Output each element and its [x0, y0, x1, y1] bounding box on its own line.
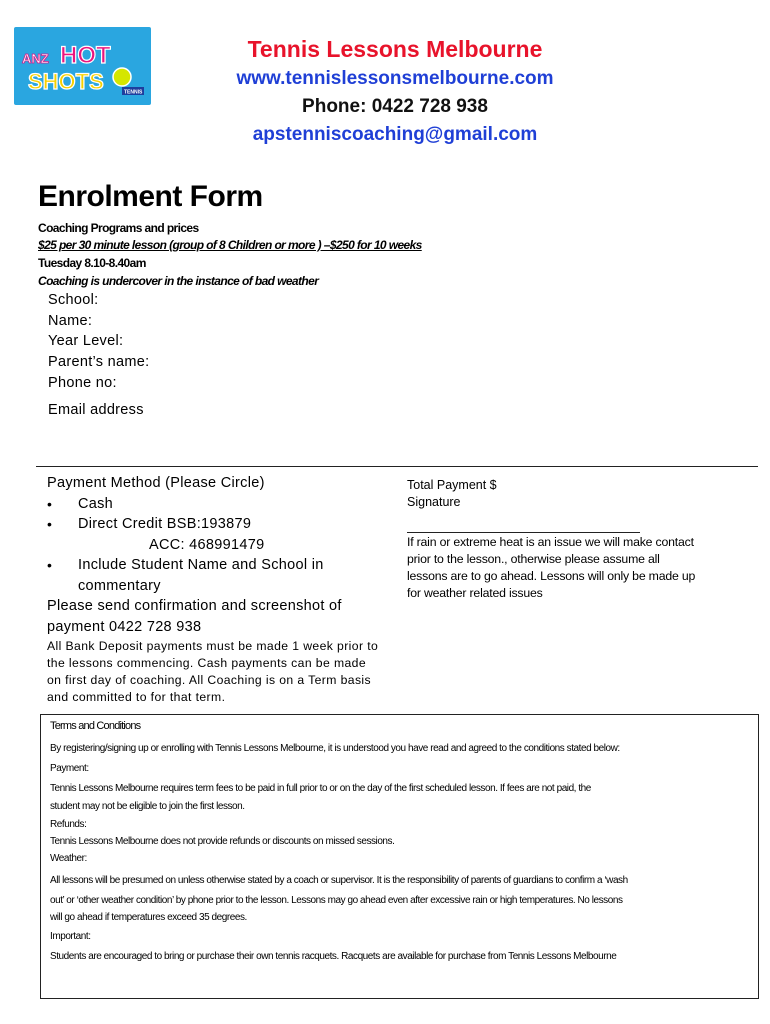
terms-refunds-heading: Refunds: — [50, 819, 87, 830]
include-note: Include Student Name and School in — [78, 557, 324, 573]
confirmation-note: Please send confirmation and screenshot of — [47, 598, 342, 614]
name-field-label[interactable]: Name: — [48, 313, 93, 329]
weather-note: prior to the lesson., otherwise please assume all — [407, 552, 660, 566]
terms-important-heading: Important: — [50, 931, 91, 942]
logo-badge-text: TENNIS — [124, 89, 143, 96]
school-field-label[interactable]: School: — [48, 292, 99, 308]
terms-payment-heading: Payment: — [50, 763, 89, 774]
website-link[interactable]: www.tennislessonsmelbourne.com — [236, 68, 554, 89]
weather-note: If rain or extreme heat is an issue we will make contact — [407, 535, 694, 549]
terms-refunds-text: Tennis Lessons Melbourne does not provide refunds or discounts on missed sessions. — [50, 836, 395, 847]
organisation-name: Tennis Lessons Melbourne — [247, 36, 543, 62]
phone-field-label[interactable]: Phone no: — [48, 375, 117, 391]
price-line: $25 per 30 minute lesson (group of 8 Children or more ) –$250 for 10 weeks — [38, 238, 422, 252]
include-note-cont: commentary — [78, 578, 161, 594]
payment-method-heading: Payment Method (Please Circle) — [47, 475, 265, 491]
terms-title: Terms and Conditions — [50, 720, 141, 732]
terms-important-text: Students are encouraged to bring or purchase their own tennis racquets. Racquets are available for purchase from Tennis Lessons Melbourne — [50, 951, 617, 962]
programs-heading: Coaching Programs and prices — [38, 221, 199, 235]
year-level-field-label[interactable]: Year Level: — [48, 333, 124, 349]
logo-text-hot: HOT — [60, 42, 111, 69]
deposit-note: on first day of coaching. All Coaching is on a Term basis — [47, 673, 372, 687]
total-payment-field[interactable]: Total Payment $ — [407, 478, 497, 492]
bullet-icon: • — [47, 557, 52, 573]
email-link[interactable]: apstenniscoaching@gmail.com — [252, 124, 538, 145]
confirmation-note-cont: payment 0422 728 938 — [47, 619, 202, 635]
bullet-icon: • — [47, 516, 52, 532]
signature-label: Signature — [407, 495, 461, 509]
logo-text-shots: SHOTS — [28, 69, 104, 94]
account-number: ACC: 468991479 — [149, 537, 265, 553]
signature-line[interactable] — [407, 532, 640, 533]
parent-name-field-label[interactable]: Parent’s name: — [48, 354, 150, 370]
email-field-label[interactable]: Email address — [48, 402, 144, 418]
logo-text-anz: ANZ — [22, 51, 49, 66]
bullet-icon: • — [47, 496, 52, 512]
terms-weather-text: All lessons will be presumed on unless otherwise stated by a coach or supervisor. It is the responsibility of parents of guardians to confirm a ‘wash — [50, 875, 628, 886]
phone-number: Phone: 0422 728 938 — [302, 96, 488, 117]
time-line: Tuesday 8.10-8.40am — [38, 256, 146, 270]
section-divider — [36, 466, 758, 467]
terms-weather-text: out’ or ‘other weather condition’ by phone prior to the lesson. Lessons may go ahead even after excessive rain or high temperatures. No lessons — [50, 895, 623, 906]
deposit-note: All Bank Deposit payments must be made 1 week prior to — [47, 639, 379, 653]
terms-weather-heading: Weather: — [50, 853, 87, 864]
terms-payment-text: student may not be eligible to join the first lesson. — [50, 801, 245, 812]
payment-option-cash[interactable]: Cash — [78, 496, 114, 512]
terms-payment-text: Tennis Lessons Melbourne requires term fees to be paid in full prior to or on the day of the first scheduled lesson. If fees are not paid, the — [50, 783, 591, 794]
weather-note: for weather related issues — [407, 586, 543, 600]
terms-intro: By registering/signing up or enrolling with Tennis Lessons Melbourne, it is understood you have read and agreed to the conditions stated below: — [50, 743, 620, 754]
page-title: Enrolment Form — [38, 180, 263, 213]
deposit-note: and committed to for that term. — [47, 690, 226, 704]
undercover-note: Coaching is undercover in the instance of bad weather — [38, 274, 319, 288]
deposit-note: the lessons commencing. Cash payments can be made — [47, 656, 367, 670]
terms-weather-text: will go ahead if temperatures exceed 35 degrees. — [50, 912, 247, 923]
payment-option-direct-credit[interactable]: Direct Credit BSB:193879 — [78, 516, 252, 532]
weather-note: lessons are to go ahead. Lessons will only be made up — [407, 569, 696, 583]
